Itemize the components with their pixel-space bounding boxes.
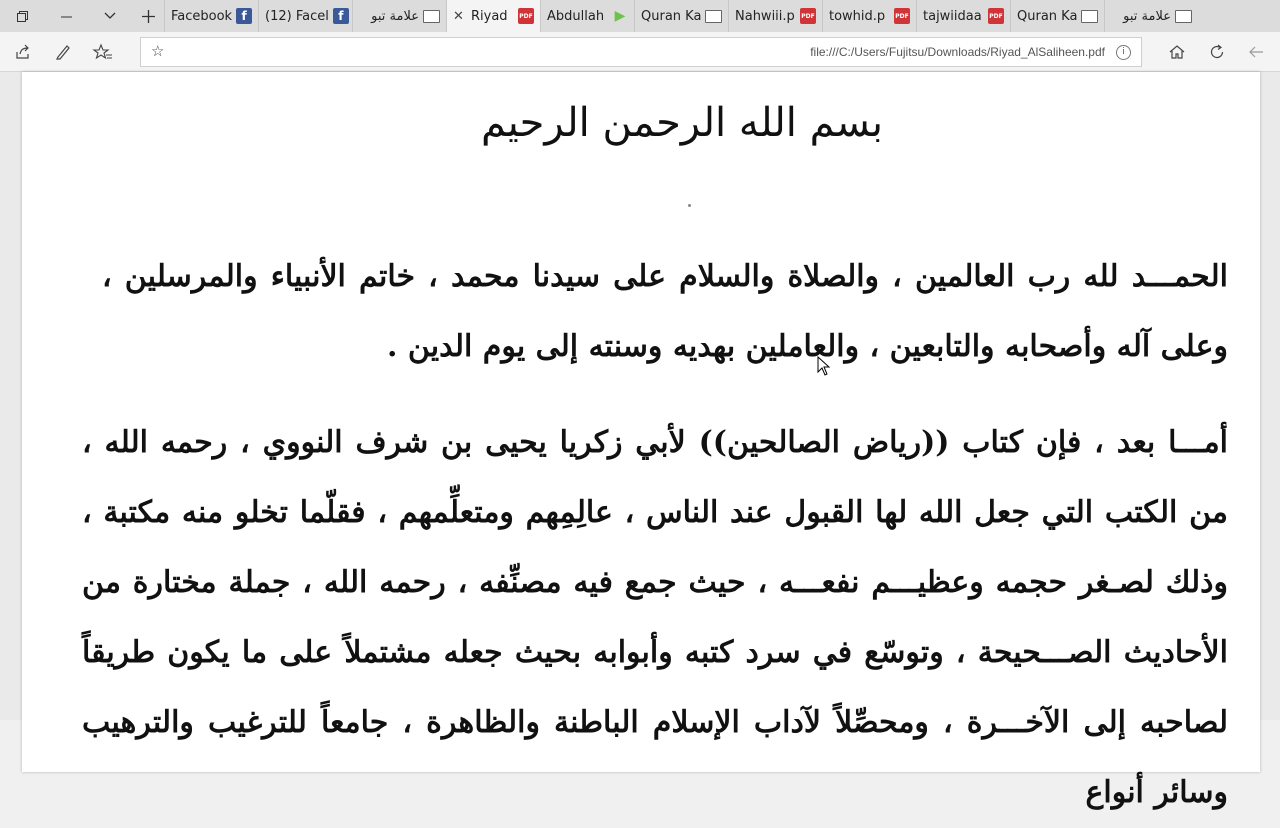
paragraph-intro: أمـــا بعد ، فإن كتاب ((رياض الصالحين)) لأبي زكريا يحيى بن شرف النووي ، رحمه الله ، من الكتب التي جعل الله لها القبول عند الناس ، عالِمِهم ومتعلِّمهم ، فقلّما تخلو منه مكتبة ، وذلك لصـغر حجمه وعظيـــم نفعـــه ، حيث جمع فيه مصنِّفه ، رحمه الله ، جملة مختارة من الأحاديث الصـــحيحة ، وتوسّع في سرد كتبه وأبوابه بحيث جعله مشتملاً على ما يكون طريقاً لصاحبه إلى الآخـــرة ، ومحصِّلاً لآداب الإسلام الباطنة والظاهرة ، جامعاً للترغيب والترهيب وسائر أنواع [82, 425, 1228, 810]
tab-label: Facebook [171, 8, 233, 24]
plus-icon [142, 10, 155, 23]
restore-icon [17, 11, 28, 22]
tab-label: Riyad [471, 8, 508, 24]
address-url[interactable]: file:///C:/Users/Fujitsu/Downloads/Riyad_AlSaliheen.pdf [810, 45, 1105, 59]
minimize-icon [61, 11, 72, 22]
home-icon [1169, 44, 1185, 60]
tab-label: Abdullah [547, 8, 605, 24]
chevron-down-icon [104, 12, 116, 20]
minimize-window-button[interactable] [44, 0, 88, 32]
star-icon[interactable]: ☆ [151, 42, 165, 60]
tab-arabic-page[interactable] [352, 0, 446, 32]
tab-label: (12) Facel [265, 8, 329, 24]
tab-label: tajwiidaa [923, 8, 982, 24]
reading-view-icon [1175, 10, 1192, 23]
back-button[interactable] [1242, 38, 1270, 66]
mouse-cursor-icon [817, 356, 831, 380]
add-notes-button[interactable] [49, 38, 77, 66]
reading-view-icon [423, 10, 440, 23]
tab-quran-2[interactable] [1010, 0, 1104, 32]
tab-quran-1[interactable] [634, 0, 728, 32]
facebook-icon: f [333, 8, 349, 24]
basmala-heading: بسم الله الرحمن الرحيم [480, 100, 884, 146]
tab-facebook[interactable] [164, 0, 258, 32]
tab-preview-button[interactable] [88, 0, 132, 32]
page-dot [688, 204, 691, 207]
tab-riyad[interactable] [446, 0, 540, 32]
tab-label: Quran Ka [641, 8, 702, 24]
favorites-button[interactable] [89, 38, 117, 66]
reading-view-icon [1081, 10, 1098, 23]
paragraph-praise: الحمـــد لله رب العالمين ، والصلاة والسلام على سيدنا محمد ، خاتم الأنبياء والمرسلين ، وعلى آله وأصحابه والتابعين ، والعاملين بهديه وسنته إلى يوم الدين . [102, 259, 1228, 364]
tab-label: Nahwiii.p [735, 8, 795, 24]
pdf-viewer[interactable] [0, 72, 1280, 810]
tab-tajwiidaa[interactable] [916, 0, 1010, 32]
navigation-toolbar [0, 32, 1280, 72]
pdf-icon: PDF [518, 8, 534, 24]
tab-label: towhid.p [829, 8, 886, 24]
refresh-icon [1209, 44, 1225, 60]
tab-facebook-notifications[interactable] [258, 0, 352, 32]
new-tab-button[interactable] [132, 0, 164, 32]
pdf-icon: PDF [894, 8, 910, 24]
tab-towhid[interactable] [822, 0, 916, 32]
pen-icon [55, 44, 71, 60]
pdf-icon: PDF [988, 8, 1004, 24]
reading-view-icon [705, 10, 722, 23]
tab-arabic-page-2[interactable] [1104, 0, 1198, 32]
tab-abdullah[interactable] [540, 0, 634, 32]
tab-label: علامة تبو [371, 8, 419, 24]
tab-label: Quran Ka [1017, 8, 1078, 24]
play-icon: ▶ [614, 8, 626, 24]
restore-window-button[interactable] [0, 0, 44, 32]
pdf-icon: PDF [800, 8, 816, 24]
tab-nahwiii[interactable] [728, 0, 822, 32]
close-tab-icon[interactable]: ✕ [453, 8, 464, 24]
favorites-list-icon [94, 44, 112, 60]
arrow-left-icon [1248, 44, 1264, 60]
share-icon [15, 44, 31, 60]
address-bar[interactable] [140, 37, 1142, 67]
info-icon[interactable]: i [1116, 45, 1131, 60]
share-button[interactable] [9, 38, 37, 66]
facebook-icon: f [236, 8, 252, 24]
refresh-button[interactable] [1203, 38, 1231, 66]
pdf-page [22, 72, 1260, 810]
tab-label: علامة تبو [1123, 8, 1171, 24]
home-button[interactable] [1163, 38, 1191, 66]
tab-bar [0, 0, 1280, 32]
